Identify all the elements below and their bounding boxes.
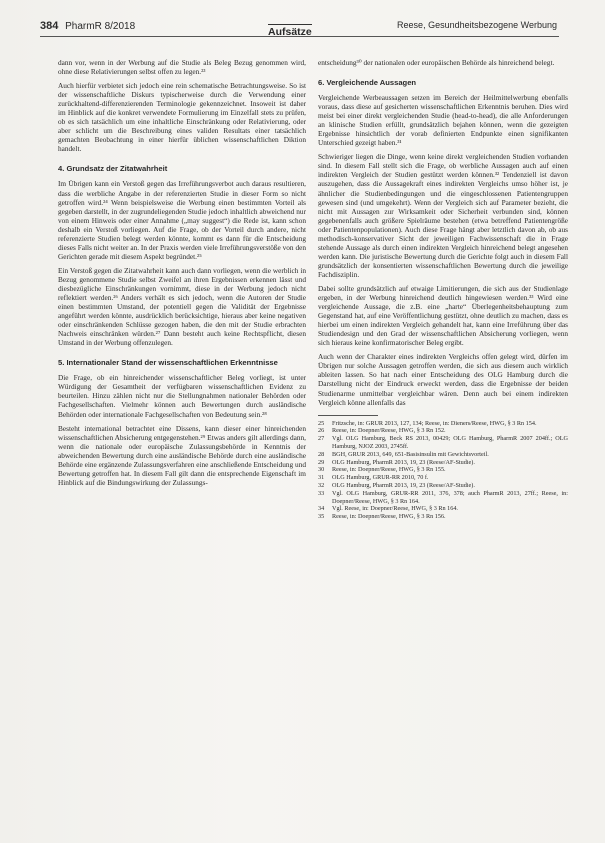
footnote — [318, 427, 568, 435]
paragraph: Besteht international betrachtet eine Dissens, kann dieser einer hinreichenden wissenschaftlichen Absicherung entgegenstehen.²⁹ Etwas anders gilt allerdings dann, wenn die nationale oder europäische Zulassungsbehörde in Kenntnis der abweichenden Bewertung durch eine ausländische Behörde durch eine ausländische Behörde eine ergänzende Zulassungsverfahren eine anschließende Entscheidung und Bewertung getroffen hat. In diesem Fall gilt dann die entsprechende Eigenschaft im Hinblick auf die Bindungswirkung der Zulassungs- — [58, 423, 306, 487]
footnote — [318, 482, 568, 490]
footnote-text: OLG Hamburg, GRUR-RR 2010, 70 f. — [332, 474, 429, 482]
footnote — [318, 459, 568, 467]
footnote-text: OLG Hamburg, PharmR 2013, 19, 23 (Reese/AF-Studie). — [332, 458, 475, 466]
paragraph: Auch wenn der Charakter eines indirekten Vergleichs offen gelegt wird, dürfen im Übrigen nur solche Aussagen getroffen werden, die sich aus diesem auch wirklich ableiten lassen. So hat nach einer Entscheidung des OLG Hamburg durch die Darstellung nicht der Eindruck erweckt werden, dass die Ergebnisse der beiden Studienarme unmittelbar vergleichbar wären. Denn auch bei einem indirekten Vergleich könne allenfalls das — [318, 352, 568, 407]
footnote-text: Reese, in: Doepner/Reese, HWG, § 3 Rn 152. — [332, 427, 446, 435]
footnote — [318, 466, 568, 474]
journal-name: PharmR 8/2018 — [65, 21, 136, 32]
footnote-number: 31 — [318, 474, 325, 482]
footnote — [318, 420, 568, 428]
footnote-number: 26 — [318, 427, 325, 435]
paragraph: Ein Verstoß gegen die Zitatwahrheit kann auch dann vorliegen, wenn die werblich in Bezug genommene Studie selbst Zweifel an ihren Ergebnissen erkennen lässt und diesbezügliche Einschränkungen vornimmt, diese in der Werbung jedoch nicht reflektiert werden.²⁶ Anders verhält es sich jedoch, wenn die Autoren der Studie einen bestimmten Umstand, der potentiell gegen die Validität der Ergebnisse angeführt werden könnte, ausdrücklich berücksichtige, hieraus aber keine negativen oder einschränkenden Schlüsse gezogen haben, die den mit der Studie erbrachten Nachweis einschränken würden.²⁷ Dann besteht auch keine Rechtspflicht, diesen Umstand in der Werbung offenzulegen. — [58, 265, 306, 348]
paragraph: Im Übrigen kann ein Verstoß gegen das Irreführungsverbot auch daraus resultieren, dass die werbliche Angabe in der referenzierten Studie in dieser Form so nicht getroffen wird.²⁴ Wenn beispielsweise die Werbung einen bestimmten Vorteil als gegeben darstellt, in der zugrundeliegenden Studie jedoch inhaltlich abweichend nur von einem Hinweis oder einer Annahme („may suggest“) die Rede ist, kann schon deshalb ein Verstoß vorliegen. Auf die Frage, ob der Vorteil durch andere, nicht referenzierte Studien belegt werden könnte, kommt es dann für die Entscheidung dieses Falls nicht weiter an. In der Praxis werden viele Irreführungsverstöße von den Gerichten gerade mit diesem Aspekt begründet.²⁵ — [58, 179, 306, 261]
page-number: 384 — [40, 20, 59, 32]
footnote-number: 27 — [318, 435, 325, 443]
footnote-number: 30 — [318, 466, 325, 474]
footnote — [318, 505, 568, 513]
section-heading: 5. Internationaler Stand der wissenschaftlichen Erkenntnisse — [58, 358, 278, 368]
paragraph: Dabei sollte grundsätzlich auf etwaige Limitierungen, die sich aus der Studienlage ergeben, in der Werbung hinreichend deutlich hingewiesen werden.³³ Wird eine vergleichende Aussage, die z.B. eine „harte“ Überlegenheitsbehauptung zum Gegenstand hat, auf eine Veröffentlichung gestützt, ohne deutlich zu machen, dass es hierbei um einen indirekten Vergleich gehandelt hat, kann eine Irreführung über das Studiendesign und den Grad der wissenschaftlichen Absicherung vorliegen, wenn sich hieraus keine konfirmatorischer Beleg ergibt. — [318, 283, 568, 348]
footnote-text: Vgl. Reese, in: Doepner/Reese, HWG, § 3 Rn 164. — [332, 505, 458, 513]
section-heading: 4. Grundsatz der Zitatwahrheit — [58, 164, 168, 174]
footnote-number: 32 — [318, 481, 325, 489]
footnote-text: BGH, GRUR 2013, 649, 651-Basisinsulin mit Gewichtsvorteil. — [332, 450, 489, 458]
paragraph: Vergleichende Werbeaussagen setzen im Bereich der Heilmittelwerbung ebenfalls voraus, dass diese auf gesicherten wissenschaftlichen Erkenntnis beruhen. Dies wird meist bei einer direkt vergleichenden Studie (head-to-head), die alle Anforderungen an klinische Studien erfüllt, grundsätzlich bejahen können, wenn die gezeigten Ergebnisse hinsichtlich der vorab definierten Endpunkte einen signifikanten Unterschied gezeigt haben.³¹ — [318, 93, 568, 148]
footnote-text: Reese, in: Doepner/Reese, HWG, § 3 Rn 156. — [332, 513, 446, 521]
footnote-number: 34 — [318, 505, 325, 513]
footnote — [318, 451, 568, 459]
footnote-number: 29 — [318, 458, 325, 466]
footnote-text: Fritzsche, in: GRUR 2013, 127, 134; Reese, in: Dieners/Reese, HWG, § 3 Rn 154. — [332, 419, 537, 427]
left-column — [58, 58, 306, 492]
paragraph: Auch hierfür verbietet sich jedoch eine rein schematische Betrachtungsweise. So ist der wissenschaftliche Diskurs typischerweise durch die Verwendung einer zurückhaltend-differenzierenden Terminologie gekennzeichnet. Insoweit ist daher im Hinblick auf die konkret verwendete Formulierung im Einzelfall stets zu prüfen, ob es sich tatsächlich um eine inhaltliche Einschränkung oder Relativierung, oder aber schlicht um die Beschreibung eines validen Resultats einer tatsächlich gemachten Beobachtung in einer hierfür üblichen wissenschaftlichen Diktion handelt. — [58, 81, 306, 154]
footnote-text: Vgl. OLG Hamburg, GRUR-RR 2011, 376, 378; auch PharmR 2013, 27ff.; Reese, in: Doepner/Reese, HWG, § 3 Rn 164. — [332, 489, 568, 505]
running-title: Reese, Gesundheitsbezogene Werbung — [397, 20, 557, 30]
footnote — [318, 513, 568, 521]
section-title: Aufsätze — [268, 26, 312, 38]
footnote — [318, 435, 568, 451]
paragraph: Schwieriger liegen die Dinge, wenn keine direkt vergleichenden Studien vorhanden sind. In diesem Fall stellt sich die Frage, ob werbliche Aussagen auch auf einen indirekten Vergleich der Studien gestützt werden können.³² Tendenziell ist davon auszugehen, dass die Aussagekraft eines indirekten Vergleichs umso höher ist, je ähnlicher die Studienbedingungen und die eingeschlossenen Patientengruppen gewesen sind (und umgekehrt). Wenn der Vergleich sich auf Parameter bezieht, die nicht mit Aussagen zur Wirksamkeit oder Sicherheit verbunden sind, können gegebenenfalls auch größere Spielräume bestehen (etwa betreffend Patientengröße oder Patientenpopulationen). Auch diese Frage hängt aber letztlich davon ab, ob aus methodisch-konservativer Sicht der jeweiligen Fachwissenschaft die in Frage stehende Aussage als durch einen indirekten Vergleich hinreichend belegt angesehen werden kann. Die juristische Bewertung durch die Gerichte folgt auch in diesem Fall grundsätzlich der konsentierten wissenschaftlichen Bewertung durch die jeweilige Fachdisziplin. — [318, 152, 568, 279]
footnote-divider — [318, 415, 378, 416]
footnote — [318, 474, 568, 482]
page-header-left — [40, 20, 135, 32]
footnote-number: 25 — [318, 419, 325, 427]
footnote — [318, 490, 568, 506]
footnote-text: Vgl. OLG Hamburg, Beck RS 2013, 00429; OLG Hamburg, PharmR 2007 204ff.; OLG Hamburg, NJOZ 2003, 2745ff. — [332, 435, 568, 450]
footnote-number: 35 — [318, 513, 325, 521]
footnotes — [318, 420, 568, 521]
paragraph: Die Frage, ob ein hinreichender wissenschaftlicher Beleg vorliegt, ist unter Würdigung der Gesamtheit der verfügbaren wissenschaftlichen Evidenz zu beurteilen. Hinzu zählen nicht nur die Stellungnahmen nationaler Behörden oder Fachgesellschaften. Vielmehr können auch Bewertungen durch ausländische Behörden oder internationale Fachgesellschaften von Bedeutung sein.²⁸ — [58, 373, 306, 419]
section-heading: 6. Vergleichende Aussagen — [318, 78, 417, 88]
footnote-number: 33 — [318, 489, 325, 497]
footnote-number: 28 — [318, 450, 325, 458]
right-column — [318, 58, 568, 521]
header-rule — [40, 36, 559, 37]
paragraph: dann vor, wenn in der Werbung auf die Studie als Beleg Bezug genommen wird, ohne diese Relativierungen selbst offen zu legen.²³ — [58, 58, 306, 77]
paragraph: entscheidung³⁰ der nationalen oder europäischen Behörde als hinreichend belegt. — [318, 58, 555, 67]
footnote-text: OLG Hamburg, PharmR 2013, 19, 23 (Reese/AF-Studie). — [332, 481, 475, 489]
footnote-text: Reese, in: Doepner/Reese, HWG, § 3 Rn 155. — [332, 466, 446, 474]
